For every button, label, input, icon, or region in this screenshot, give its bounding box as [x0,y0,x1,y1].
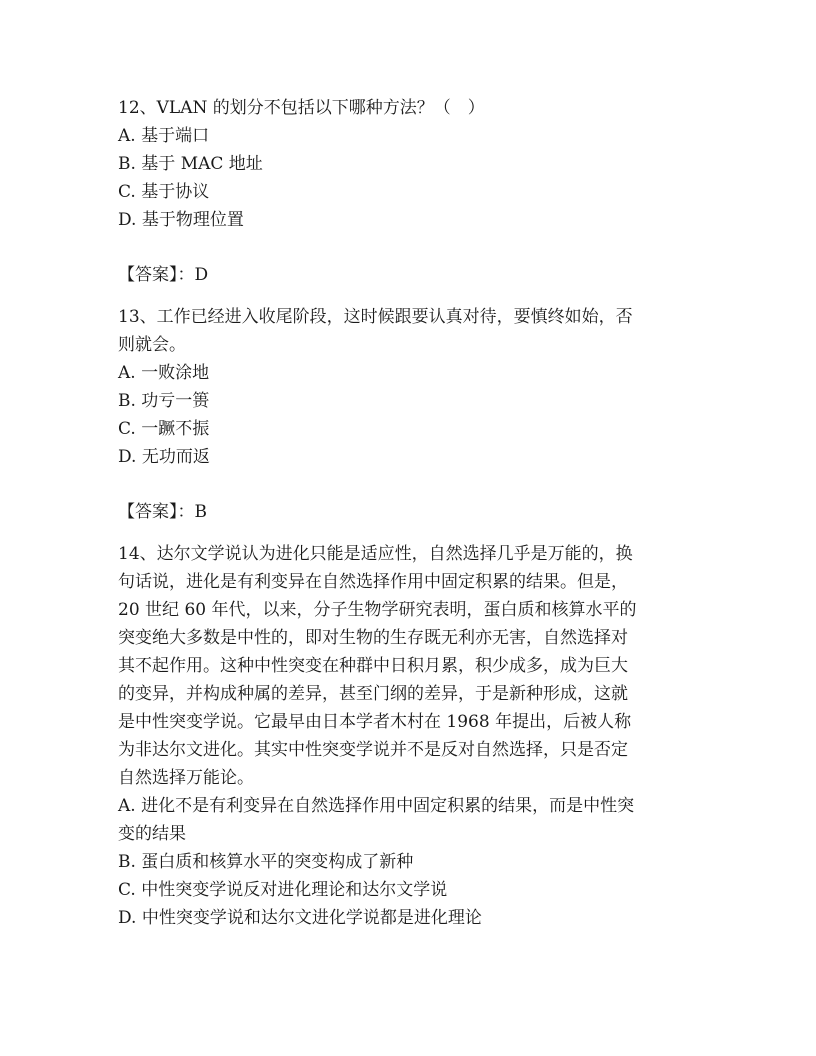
question-12-option-d: D. 基于物理位置 [118,210,244,230]
question-13-stem-line-2: 则就会。 [118,335,186,355]
question-14-stem-line-9: 自然选择万能论。 [118,768,254,788]
question-14-option-c: C. 中性突变学说反对进化理论和达尔文学说 [118,880,448,900]
question-12-option-b: B. 基于 MAC 地址 [118,154,263,174]
question-14-stem-line-3: 20 世纪 60 年代，以来，分子生物学研究表明，蛋白质和核算水平的 [118,600,637,620]
question-14-stem-line-6: 的变异，并构成种属的差异，甚至门纲的差异，于是新种形成，这就 [118,684,628,704]
question-14-stem-line-2: 句话说，进化是有利变异在自然选择作用中固定积累的结果。但是， [118,572,628,592]
question-12-stem: 12、VLAN 的划分不包括以下哪种方法？（ ） [118,98,485,118]
question-13-option-d: D. 无功而返 [118,447,210,467]
question-14-stem-line-4: 突变绝大多数是中性的，即对生物的生存既无利亦无害，自然选择对 [118,628,628,648]
question-13-answer: 【答案】：B [118,502,207,522]
question-13-option-b: B. 功亏一篑 [118,391,210,411]
question-13-stem-line-1: 13、工作已经进入收尾阶段，这时候跟要认真对待，要慎终如始，否 [118,307,633,327]
question-14-stem-line-1: 14、达尔文学说认为进化只能是适应性，自然选择几乎是万能的，换 [118,544,633,564]
question-14-option-b: B. 蛋白质和核算水平的突变构成了新种 [118,852,414,872]
question-13-option-a: A. 一败涂地 [118,363,210,383]
question-14-option-a-line-2: 变的结果 [118,824,186,844]
question-13-option-c: C. 一蹶不振 [118,419,210,439]
question-14-stem-line-7: 是中性突变学说。它最早由日本学者木村在 1968 年提出，后被人称 [118,712,632,732]
question-12-answer: 【答案】：D [118,265,209,285]
question-14-stem-line-8: 为非达尔文进化。其实中性突变学说并不是反对自然选择，只是否定 [118,740,628,760]
question-12-option-c: C. 基于协议 [118,182,210,202]
question-14-stem-line-5: 其不起作用。这种中性突变在种群中日积月累，积少成多，成为巨大 [118,656,628,676]
question-14-option-d: D. 中性突变学说和达尔文进化学说都是进化理论 [118,908,482,928]
question-12-option-a: A. 基于端口 [118,126,210,146]
question-14-option-a-line-1: A. 进化不是有利变异在自然选择作用中固定积累的结果，而是中性突 [118,796,635,816]
